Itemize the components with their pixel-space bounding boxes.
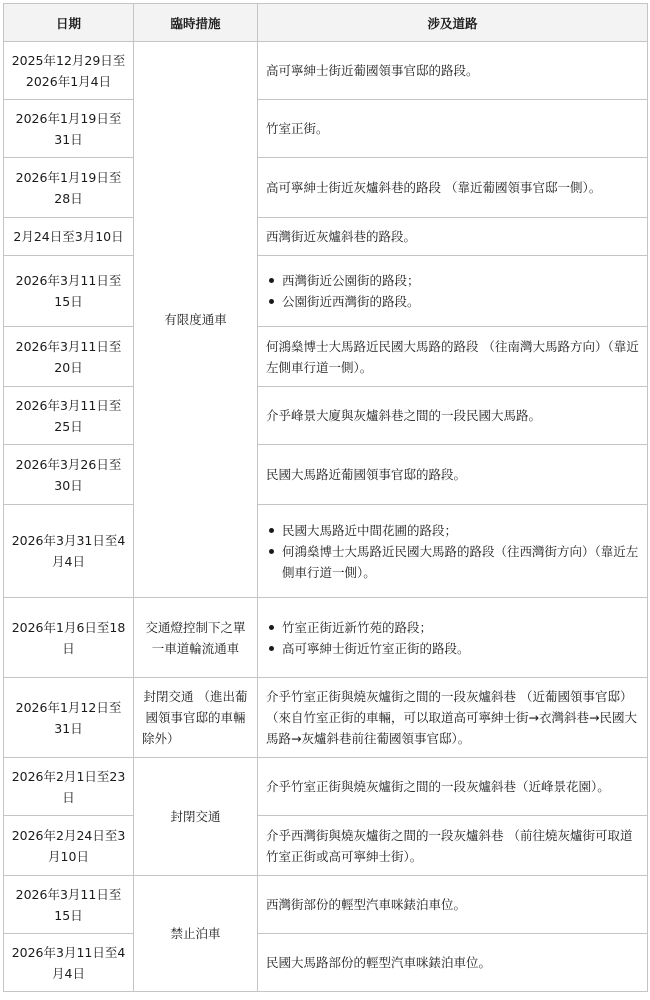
road-cell: 竹室正街。 [258, 100, 648, 158]
date-cell: 2026年1月19日至31日 [4, 100, 134, 158]
date-cell: 2026年3月11日至15日 [4, 256, 134, 327]
table-row [4, 816, 648, 876]
road-cell: 民國大馬路近葡國領事官邸的路段。 [258, 445, 648, 505]
table-row [4, 934, 648, 992]
road-cell: 高可寧紳士街近葡國領事官邸的路段。 [258, 42, 648, 100]
date-cell: 2026年3月26日至30日 [4, 445, 134, 505]
date-cell: 2026年3月11日至4月4日 [4, 934, 134, 992]
table-row [4, 256, 648, 327]
table-row [4, 445, 648, 505]
header-roads: 涉及道路 [258, 4, 648, 42]
date-cell: 2026年1月12日至31日 [4, 678, 134, 758]
date-cell: 2月24日至3月10日 [4, 218, 134, 256]
table-row [4, 218, 648, 256]
road-list [266, 617, 639, 659]
road-cell: 高可寧紳士街近灰爐斜巷的路段 （靠近葡國領事官邸一側）。 [258, 158, 648, 218]
road-cell: 何鴻燊博士大馬路近民國大馬路的路段 （往南灣大馬路方向）（靠近左側車行道一側）。 [258, 327, 648, 387]
road-list-item: 民國大馬路近中間花圃的路段； [266, 520, 639, 541]
date-cell: 2026年2月1日至23日 [4, 758, 134, 816]
road-list-item: 西灣街近公園街的路段； [266, 270, 639, 291]
date-cell: 2026年3月31日至4月4日 [4, 505, 134, 598]
road-cell: 介乎峰景大廈與灰爐斜巷之間的一段民國大馬路。 [258, 387, 648, 445]
road-cell: 西灣街部份的輕型汽車咪錶泊車位。 [258, 876, 648, 934]
road-cell [258, 256, 648, 327]
table-row [4, 505, 648, 598]
table-row [4, 327, 648, 387]
road-cell: 介乎竹室正街與燒灰爐街之間的一段灰爐斜巷（近峰景花園）。 [258, 758, 648, 816]
road-list-item: 何鴻燊博士大馬路近民國大馬路的路段（往西灣街方向）（靠近左側車行道一側）。 [266, 541, 639, 583]
date-cell: 2026年3月11日至15日 [4, 876, 134, 934]
header-row [4, 4, 648, 42]
road-list-item: 高可寧紳士街近竹室正街的路段。 [266, 638, 639, 659]
table-row [4, 678, 648, 758]
road-list [266, 520, 639, 583]
measure-cell: 有限度通車 [134, 42, 258, 598]
road-cell: 民國大馬路部份的輕型汽車咪錶泊車位。 [258, 934, 648, 992]
table-row [4, 876, 648, 934]
measure-cell: 封閉交通 [134, 758, 258, 876]
road-list [266, 270, 639, 312]
table-row [4, 42, 648, 100]
date-cell: 2026年1月6日至18日 [4, 598, 134, 678]
traffic-measures-table [3, 3, 648, 992]
date-cell: 2025年12月29日至2026年1月4日 [4, 42, 134, 100]
table-row [4, 100, 648, 158]
table-row [4, 598, 648, 678]
road-cell: 西灣街近灰爐斜巷的路段。 [258, 218, 648, 256]
date-cell: 2026年1月19日至28日 [4, 158, 134, 218]
date-cell: 2026年3月11日至20日 [4, 327, 134, 387]
date-cell: 2026年2月24日至3月10日 [4, 816, 134, 876]
measure-cell: 封閉交通 （進出葡國領事官邸的車輛除外） [134, 678, 258, 758]
measure-cell: 交通燈控制下之單一車道輪流通車 [134, 598, 258, 678]
table-row [4, 158, 648, 218]
road-list-item: 公園街近西灣街的路段。 [266, 291, 639, 312]
road-cell [258, 598, 648, 678]
header-measure: 臨時措施 [134, 4, 258, 42]
road-list-item: 竹室正街近新竹苑的路段； [266, 617, 639, 638]
header-date: 日期 [4, 4, 134, 42]
date-cell: 2026年3月11日至25日 [4, 387, 134, 445]
table-row [4, 758, 648, 816]
road-cell: 介乎西灣街與燒灰爐街之間的一段灰爐斜巷 （前往燒灰爐街可取道竹室正街或高可寧紳士街）。 [258, 816, 648, 876]
measure-cell: 禁止泊車 [134, 876, 258, 992]
table-row [4, 387, 648, 445]
road-cell: 介乎竹室正街與燒灰爐街之間的一段灰爐斜巷 （近葡國領事官邸）（來自竹室正街的車輛，可以取道高可寧紳士街→衣灣斜巷→民國大馬路→灰爐斜巷前往葡國領事官邸）。 [258, 678, 648, 758]
road-cell [258, 505, 648, 598]
